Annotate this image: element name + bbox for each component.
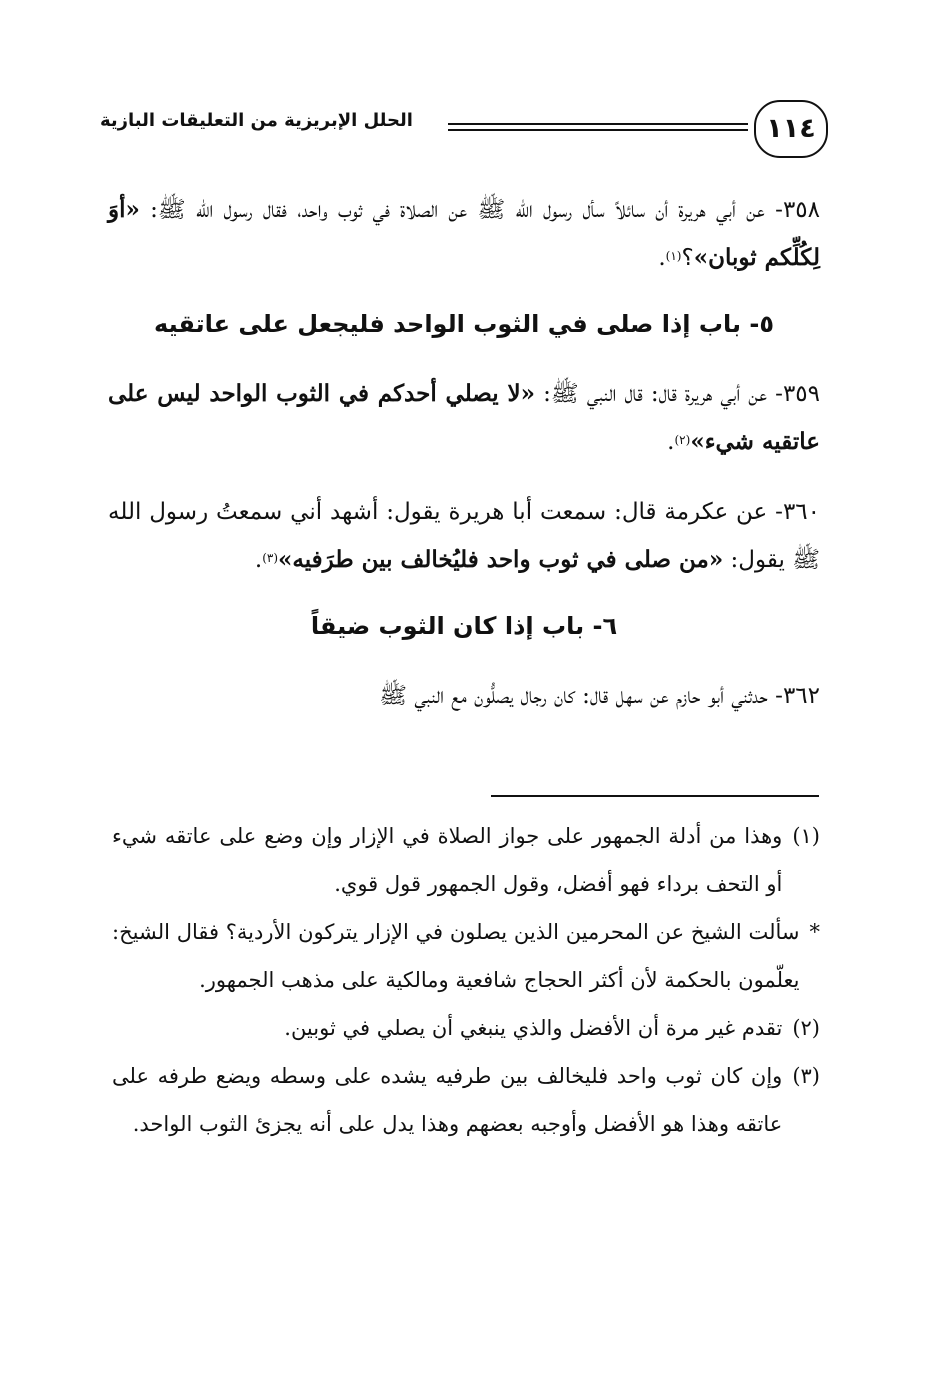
footnote-3: [112, 1052, 820, 1148]
hadith-text: عن عكرمة قال: سمعت أبا هريرة يقول: أشهد أني سمعتُ رسول الله ﷺ يقول:: [108, 499, 820, 573]
hadith-end: .: [254, 547, 263, 573]
footnote-marker: (٣): [792, 1064, 820, 1088]
hadith-end: .: [658, 245, 666, 271]
hadith-quote: «أوَ لِكُلِّكم ثوبان»: [108, 196, 820, 271]
hadith-359: ٣٥٩- عن أبي هريرة قال: قال النبي ﷺ: «لا يصلي أحدكم في الثوب الواحد ليس على عاتقيه شيء»$^{(٢)}$.: [108, 380, 821, 455]
hadith-number: ٣٦٢: [782, 683, 820, 709]
footnote-ref: (٢): [674, 433, 691, 447]
chapter-heading-5: ٥- باب إذا صلى في الثوب الواحد فليجعل على عاتقيه: [154, 310, 774, 338]
hadith-text: حدثني أبو حازم عن سهل قال: كان رجال يصلُّون مع النبي ﷺ: [379, 683, 768, 709]
footnote-separator: [491, 795, 819, 797]
footnote-text: سألت الشيخ عن المحرمين الذين يصلون في الإزار يتركون الأردية؟ فقال الشيخ: يعلّمون بالحكمة لأن أكثر الحجاج شافعية ومالكية على مذهب الجمهور.: [112, 920, 800, 992]
hadith-text: عن أبي هريرة أن سائلاً سأل رسول الله ﷺ عن الصلاة في ثوب واحد، فقال رسول الله ﷺ:: [139, 197, 765, 223]
hadith-quote: «لا يصلي أحدكم في الثوب الواحد ليس على عاتقيه شيء»: [108, 380, 820, 455]
main-content: [108, 186, 820, 742]
hadith-360: ٣٦٠- عن عكرمة قال: سمعت أبا هريرة يقول: أشهد أني سمعتُ رسول الله ﷺ يقول: «من صلى في ثوب واحد فليُخالف بين طرَفيه»$^{(٣)}$.: [108, 499, 820, 573]
hadith-quote: «من صلى في ثوب واحد فليُخالف بين طرَفيه»: [278, 546, 724, 573]
hadith-end: .: [667, 429, 675, 455]
footnotes: [112, 812, 820, 1148]
footnote-text: وهذا من أدلة الجمهور على جواز الصلاة في الإزار وإن وضع على عاتقه شيء أو التحف برداء فهو أفضل، وقول الجمهور قول قوي.: [112, 824, 783, 896]
footnote-marker: (١): [792, 824, 820, 848]
page-header: [100, 100, 828, 164]
footnote-marker: *: [809, 920, 820, 944]
hadith-number: ٣٥٨: [782, 197, 820, 223]
hadith-ending: ؟: [681, 245, 694, 271]
hadith-number: ٣٦٠: [782, 499, 820, 525]
footnote-1: [112, 812, 820, 908]
hadith-number: ٣٥٩: [782, 381, 821, 407]
book-title: الحلل الإبريزية من التعليقات البازية: [100, 110, 413, 131]
hadith-362: ٣٦٢- حدثني أبو حازم عن سهل قال: كان رجال يصلُّون مع النبي ﷺ: [379, 683, 820, 709]
hadith-text: عن أبي هريرة قال: قال النبي ﷺ:: [534, 381, 768, 407]
footnote-marker: (٢): [792, 1016, 820, 1040]
footnote-ref: (١): [665, 249, 682, 263]
footnote-2: [112, 1004, 820, 1052]
footnote-text: وإن كان ثوب واحد فليخالف بين طرفيه يشده على وسطه ويضع طرفه على عاتقه وهذا هو الأفضل وأوجبه بعضهم وهذا يدل على أنه يجزئ الثوب الواحد.: [112, 1064, 783, 1136]
footnote-note: [112, 908, 820, 1004]
chapter-heading-6: ٦- باب إذا كان الثوب ضيقاً: [310, 612, 618, 640]
page-number: ١١٤: [754, 100, 828, 158]
header-rule: [448, 123, 748, 131]
footnote-ref: (٣): [262, 551, 279, 565]
hadith-358: ٣٥٨- عن أبي هريرة أن سائلاً سأل رسول الله ﷺ عن الصلاة في ثوب واحد، فقال رسول الله ﷺ: «أوَ لِكُلِّكم ثوبان»؟$^{(١)}$.: [108, 196, 820, 271]
footnote-text: تقدم غير مرة أن الأفضل والذي ينبغي أن يصلي في ثوبين.: [284, 1016, 783, 1040]
